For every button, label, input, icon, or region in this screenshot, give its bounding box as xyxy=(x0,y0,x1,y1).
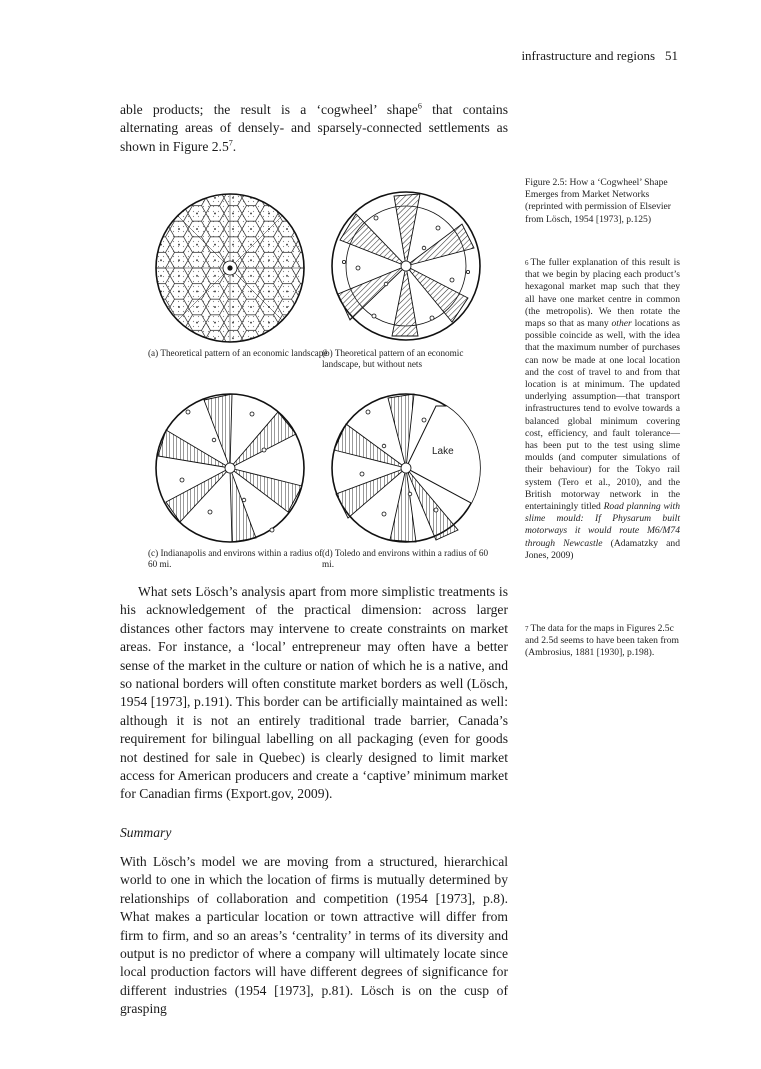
panel-d-caption: (d) Toledo and environs within a radius of 60 mi. xyxy=(322,548,489,570)
footnote-7 xyxy=(525,623,680,660)
footnote-6-text-2: locations as possible coincide as well, with the idea that the maximum number of purchases can now be made at one local location and the cost of travel to and from that location is at minimum. The updated underlying assumption—that transport infrastructures tend to evolve towards a balanced global minimum covering cost, efficiency, and fault tolerance—has been put to the test using slime moulds (and computer simulations of their behaviour) for the Tokyo rail system (Tero et al., 2010), and the British motorway network in the entertainingly titled xyxy=(525,318,680,513)
figure-panel-b xyxy=(328,188,484,344)
footnote-7-number: 7 xyxy=(525,625,529,633)
footnote-ref-6[interactable]: 6 xyxy=(417,101,422,111)
panel-b-caption: (b) Theoretical pattern of an economic landscape, but without nets xyxy=(322,348,464,370)
running-title: infrastructure and regions xyxy=(521,48,655,63)
intro-paragraph xyxy=(120,101,508,156)
intro-text-2: that contains alternating areas of densely- and sparsely-connected settlements as shown in Figure 2.5 xyxy=(120,102,508,154)
intro-text-1: able products; the result is a ‘cogwheel’ shape xyxy=(120,102,418,117)
footnote-6-italic-1: other xyxy=(611,318,632,330)
footnote-ref-7[interactable]: 7 xyxy=(228,138,233,148)
footnote-7-text: The data for the maps in Figures 2.5c and 2.5d seems to have been taken from (Ambrosius, 1881 [1930], p.198). xyxy=(525,623,679,659)
footnote-6-text-1: The fuller explanation of this result is that we begin by placing each product’s hexagonal market map such that they all have one market centre in common (the metropolis). We then rotate the maps so that as many xyxy=(525,257,680,330)
summary-heading: Summary xyxy=(120,825,172,840)
figure-panel-d xyxy=(328,390,484,546)
footnote-6-italic-2: Road planning with slime mould: If Physarum built motorways it would route M6/M74 through Newcastle xyxy=(525,501,681,549)
lake-label: Lake xyxy=(432,446,454,457)
panel-c-caption: (c) Indianapolis and environs within a radius of 60 mi. xyxy=(148,548,323,570)
figure-panel-a xyxy=(152,190,308,346)
body-paragraph-2: What sets Lösch’s analysis apart from more simplistic treatments is his acknowledgement of the practical dimension: across larger distances other factors may intervene to create constraints on market areas. For instance, a ‘local’ entrepreneur may often have a better sense of the market in the culture or nation of which he is a native, and so national borders will often constitute market borders as well (Lösch, 1954 [1973], p.191). This border can be artificially maintained as well: although it is not an entirely traditional trade barrier, Canada’s requirement for bilingual labelling on all packaging (even for goods not destined for sale in Quebec) is clearly designed to limit market access for American producers and create a ‘captive’ minimum market for Canadian firms (Export.gov, 2009). xyxy=(120,584,508,802)
figure-panel-c xyxy=(152,390,308,546)
figure-caption: Figure 2.5: How a ‘Cogwheel’ Shape Emerges from Market Networks (reprinted with permission of Elsevier from Lösch, 1954 [1973], p.125) xyxy=(525,177,672,225)
panel-a-caption: (a) Theoretical pattern of an economic landscape xyxy=(148,348,328,358)
running-head xyxy=(430,48,678,64)
summary-paragraph: With Lösch’s model we are moving from a structured, hierarchical world to one in which the location of firms is mutually determined by relationships of collaboration and competition (1954 [1973], p.8). What makes a particular location or town attractive will differ from firm to firm, and so an areas’s ‘centrality’ in terms of its diversity and output is no predictor of where a company will ultimately locate since local production factors will have different degrees of significance for different industries (1954 [1973], p.81). Lösch is on the cusp of grasping xyxy=(120,854,508,1017)
footnote-6-number: 6 xyxy=(525,259,529,267)
footnote-6 xyxy=(525,257,680,562)
page-number: 51 xyxy=(665,48,678,63)
intro-text-3: . xyxy=(232,138,237,154)
footnote-6-text-3: (Adamatzky and Jones, 2009) xyxy=(525,537,680,561)
